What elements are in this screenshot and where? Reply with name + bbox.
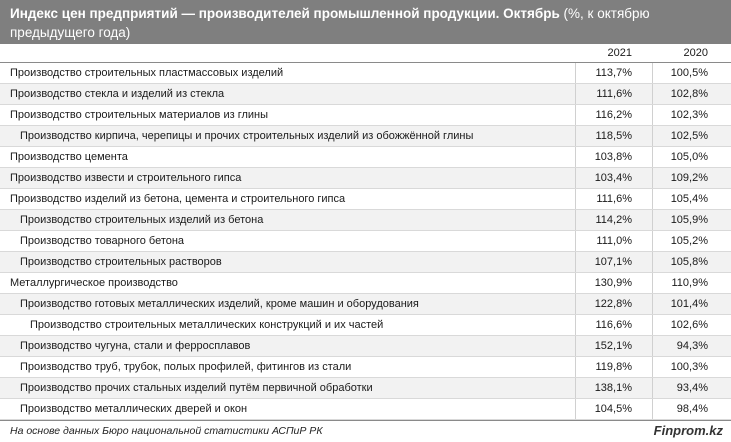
table-row	[0, 105, 731, 126]
row-label: Производство чугуна, стали и ферросплавов	[20, 340, 251, 352]
value-2021: 104,5%	[594, 403, 632, 415]
value-2021: 116,2%	[595, 109, 632, 121]
value-2020: 105,2%	[670, 235, 708, 247]
value-2021: 103,4%	[594, 172, 632, 184]
value-2020: 102,3%	[670, 109, 708, 121]
chart-title	[0, 0, 731, 44]
value-2020: 93,4%	[676, 382, 708, 394]
value-2020: 98,4%	[676, 403, 708, 415]
value-2021: 113,7%	[595, 67, 632, 79]
table-row	[0, 294, 731, 315]
value-2021: 138,1%	[594, 382, 632, 394]
row-label: Производство строительных пластмассовых изделий	[10, 67, 284, 79]
value-2020: 109,2%	[670, 172, 708, 184]
value-2021: 122,8%	[594, 298, 632, 310]
table-row	[0, 147, 731, 168]
value-2020: 105,9%	[670, 214, 708, 226]
column-header-2020: 2020	[683, 47, 708, 59]
value-2020: 100,5%	[670, 67, 708, 79]
table-row	[0, 357, 731, 378]
value-2020: 105,8%	[670, 256, 708, 268]
brand-logo-text: Finprom.kz	[653, 423, 723, 438]
value-2021: 152,1%	[594, 340, 632, 352]
table-row	[0, 399, 731, 420]
row-label: Производство изделий из бетона, цемента и строительного гипса	[10, 193, 346, 205]
value-2020: 101,4%	[670, 298, 708, 310]
value-2020: 102,5%	[670, 130, 708, 142]
chart-title-bold: Индекс цен предприятий — производителей промышленной продукции. Октябрь	[10, 6, 560, 21]
value-2020: 102,6%	[670, 319, 708, 331]
value-2021: 118,5%	[595, 130, 632, 142]
table-row	[0, 378, 731, 399]
row-label: Производство строительных изделий из бетона	[20, 214, 264, 226]
table-body	[0, 63, 731, 420]
table-row	[0, 189, 731, 210]
row-label: Производство стекла и изделий из стекла	[10, 88, 225, 100]
value-2020: 94,3%	[676, 340, 708, 352]
value-2021: 111,0%	[596, 235, 632, 247]
table-row	[0, 315, 731, 336]
value-2020: 100,3%	[670, 361, 708, 373]
column-header-row	[0, 44, 731, 63]
source-note: На основе данных Бюро национальной статистики АСПиР РК	[10, 425, 323, 437]
table-row	[0, 168, 731, 189]
table-row	[0, 273, 731, 294]
row-label: Производство товарного бетона	[20, 235, 185, 247]
value-2021: 111,6%	[596, 193, 632, 205]
table-row	[0, 231, 731, 252]
row-label: Производство прочих стальных изделий путём первичной обработки	[20, 382, 373, 394]
table-row	[0, 84, 731, 105]
value-2021: 111,6%	[596, 88, 632, 100]
row-label: Производство готовых металлических изделий, кроме машин и оборудования	[20, 298, 419, 310]
value-2020: 102,8%	[670, 88, 708, 100]
row-label: Производство строительных материалов из глины	[10, 109, 269, 121]
table-row	[0, 126, 731, 147]
value-2020: 110,9%	[671, 277, 708, 289]
value-2021: 116,6%	[595, 319, 632, 331]
table-row	[0, 252, 731, 273]
row-label: Производство строительных металлических конструкций и их частей	[30, 319, 384, 331]
value-2021: 107,1%	[594, 256, 632, 268]
row-label: Производство строительных растворов	[20, 256, 222, 268]
value-2021: 130,9%	[594, 277, 632, 289]
row-label: Производство труб, трубок, полых профилей, фитингов из стали	[20, 361, 352, 373]
row-label: Производство извести и строительного гипса	[10, 172, 242, 184]
value-2021: 119,8%	[595, 361, 632, 373]
footer	[0, 420, 731, 442]
row-label: Производство цемента	[10, 151, 128, 163]
chart-title-rest: (%, к октябрю предыдущего года)	[10, 6, 650, 40]
value-2021: 114,2%	[595, 214, 632, 226]
row-label: Металлургическое производство	[10, 277, 178, 289]
table-row	[0, 210, 731, 231]
value-2020: 105,0%	[670, 151, 708, 163]
value-2021: 103,8%	[594, 151, 632, 163]
column-header-2021: 2021	[607, 47, 632, 59]
row-label: Производство кирпича, черепицы и прочих строительных изделий из обожжённой глины	[20, 130, 474, 142]
row-label: Производство металлических дверей и окон	[20, 403, 248, 415]
table-row	[0, 336, 731, 357]
value-2020: 105,4%	[670, 193, 708, 205]
table-row	[0, 63, 731, 84]
